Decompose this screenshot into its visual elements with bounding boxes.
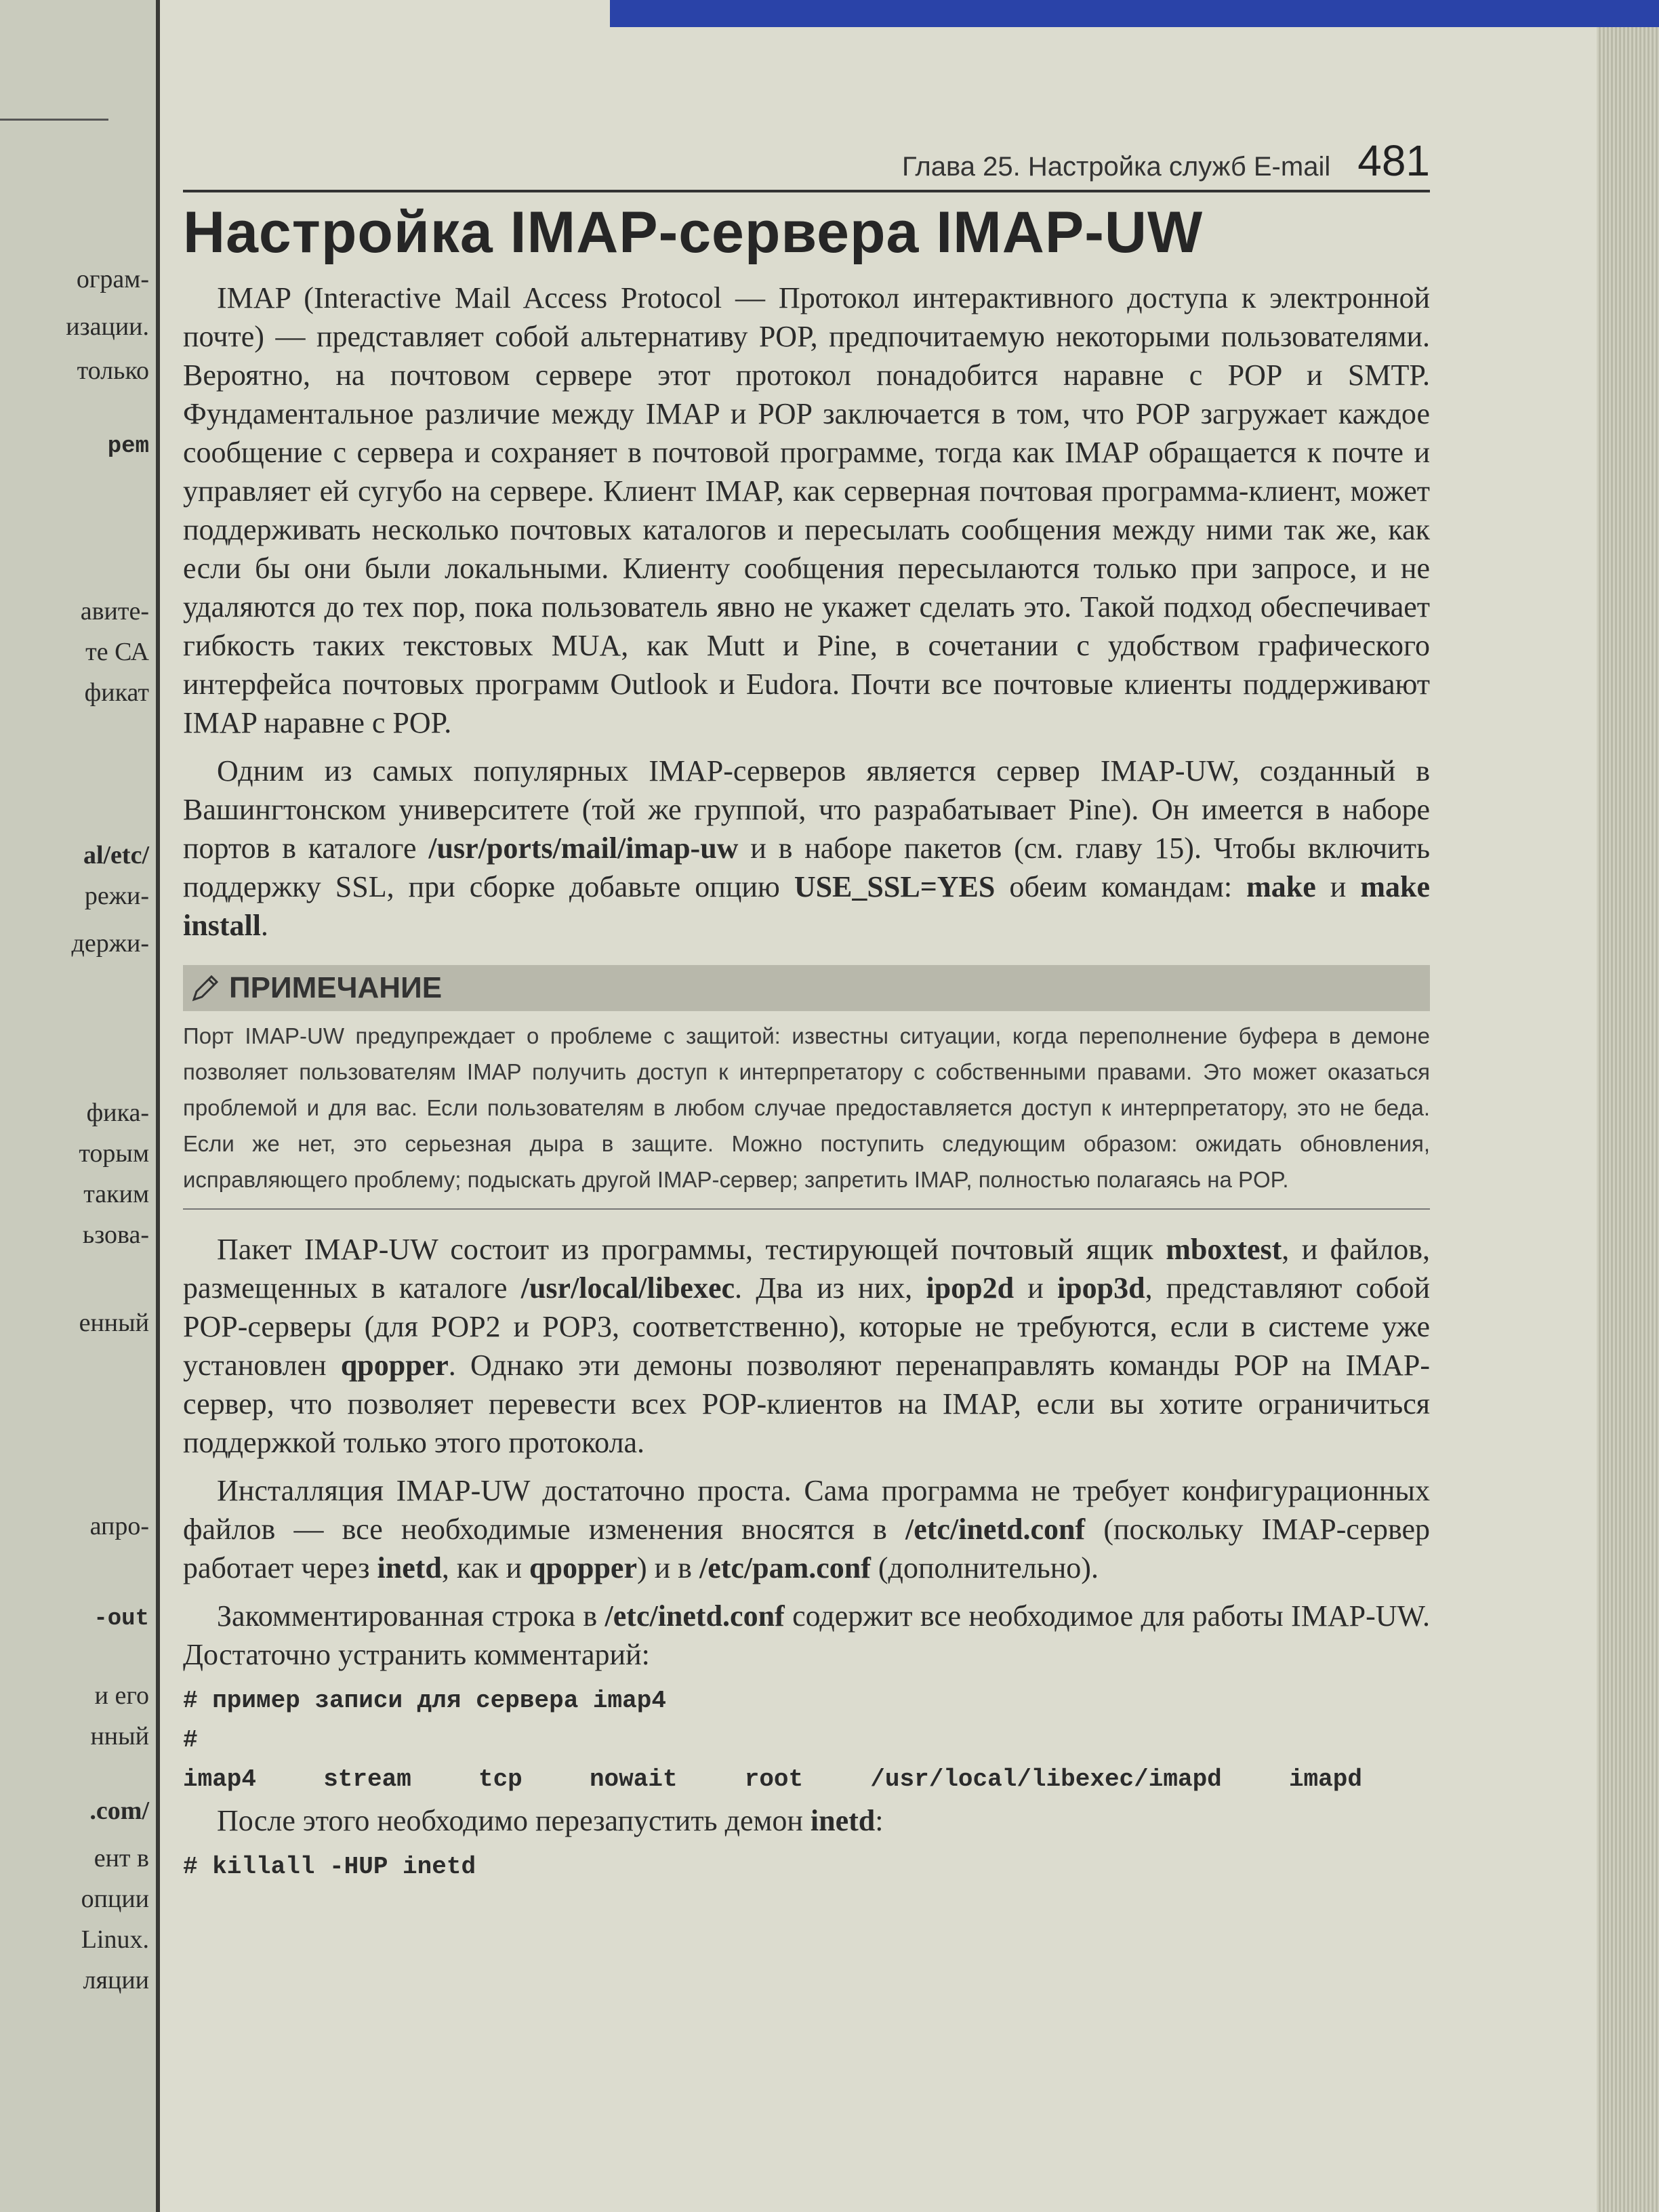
note-divider bbox=[183, 1208, 1430, 1210]
paragraph-install: Инсталляция IMAP-UW достаточно проста. Сама программа не требует конфигурационных файлов — все необходимые изменения вносятся в /etc/inetd.conf (поскольку IMAP-сервер работает через inetd, как и qpopper) и в /etc/pam.conf (дополнительно). bbox=[183, 1474, 1430, 1584]
paragraph-imap-uw: Одним из самых популярных IMAP-серверов является сервер IMAP-UW, созданный в Вашингтонском университете (той же группой, что разрабатывает Pine). Он имеется в наборе портов в каталоге /usr/ports/mail/imap-uw и в наборе пакетов (см. главу 15). Чтобы включить поддержку SSL, при сборке добавьте опцию USE_SSL=YES обеим командам: make и make install. bbox=[183, 754, 1431, 942]
code-field: root bbox=[744, 1765, 804, 1793]
code-config-line bbox=[183, 1762, 1362, 1797]
left-page-fragment: Linux. bbox=[81, 1925, 149, 1954]
left-page-fragment: держи- bbox=[71, 929, 149, 958]
page-content bbox=[183, 136, 1430, 1889]
page-edge bbox=[1597, 0, 1659, 2212]
code-comment-line: # пример записи для сервера imap4 bbox=[183, 1687, 666, 1715]
left-page-fragment: те СА bbox=[85, 638, 149, 666]
left-page-fragment: изации. bbox=[66, 312, 149, 341]
note-title: ПРИМЕЧАНИЕ bbox=[229, 971, 443, 1004]
chapter-title: Глава 25. Настройка служб E-mail bbox=[901, 152, 1331, 182]
code-restart-command: # killall -HUP inetd bbox=[183, 1853, 476, 1881]
left-page-fragment: апро- bbox=[89, 1512, 149, 1540]
left-page-fragment: торым bbox=[79, 1139, 149, 1168]
left-page-fragment: ент в bbox=[94, 1844, 149, 1872]
section-title: Настройка IMAP-сервера IMAP-UW bbox=[183, 200, 1204, 265]
left-page-fragment: фикат bbox=[84, 678, 149, 707]
left-page-fragment: режи- bbox=[84, 882, 149, 910]
left-page-fragment: фика- bbox=[86, 1099, 149, 1127]
paragraph-intro: IMAP (Interactive Mail Access Protocol — Протокол интерактивного доступа к электронной почте) — представляет собой альтернативу POP, предпочитаемую некоторыми пользователями. Вероятно, на почтовом сервере этот протокол понадобится наравне с POP и SMTP. Фундаментальное различие между IMAP и POP заключается в том, что POP загружает каждое сообщение с сервера и сохраняет в почтовой программе, тогда как IMAP обращается к почте и управляет ей сугубо на сервере. Клиент IMAP, как серверная почтовая программа-клиент, может поддерживать несколько почтовых каталогов и пересылать сообщения между ними так же, как если бы они были локальными. Клиенту сообщения пересылаются только при запросе, и не удаляются до тех пор, пока пользователь явно не укажет сделать это. Такой подход обеспечивает гибкость таких текстовых MUA, как Mutt и Pine, в сочетании с удобством графического интерфейса почтовых программ Outlook и Eudora. Почти все почтовые клиенты поддерживают IMAP наравне с POP. bbox=[183, 281, 1430, 739]
background-strip bbox=[610, 0, 1659, 27]
left-page-fragment: только bbox=[77, 356, 149, 385]
left-page-fragment: и его bbox=[94, 1681, 149, 1710]
paragraph-package: Пакет IMAP-UW состоит из программы, тестирующей почтовый ящик mboxtest, и файлов, размещенных в каталоге /usr/local/libexec. Два из них, ipop2d и ipop3d, представляют собой POP-серверы (для POP2 и POP3, соответственно), которые не требуются, если в системе уже установлен qpopper. Однако эти демоны позволяют перенаправлять команды POP на IMAP-сервер, что позволяет перевести всех POP-клиентов на IMAP, если вы хотите ограничиться поддержкой только этого протокола. bbox=[183, 1233, 1431, 1459]
pencil-icon bbox=[190, 972, 221, 1004]
code-field: tcp bbox=[478, 1765, 523, 1793]
paragraph-restart: После этого необходимо перезапустить демон inetd: bbox=[217, 1804, 884, 1837]
code-hash-line: # bbox=[183, 1726, 198, 1754]
left-page-rule bbox=[0, 119, 108, 121]
left-page-fragment: енный bbox=[79, 1309, 149, 1337]
code-field: nowait bbox=[589, 1765, 678, 1793]
paragraph-inetd: Закомментированная строка в /etc/inetd.conf содержит все необходимое для работы IMAP-UW. Достаточно устранить комментарий: bbox=[183, 1599, 1430, 1671]
left-page-fragment: ьзова- bbox=[82, 1221, 149, 1249]
left-page-fragment: -out bbox=[94, 1606, 149, 1632]
page-number: 481 bbox=[1357, 136, 1430, 185]
left-page-fragment: опции bbox=[81, 1885, 149, 1913]
left-page-fragment: al/etc/ bbox=[83, 841, 149, 869]
code-field: imapd bbox=[1288, 1765, 1362, 1793]
note-header bbox=[183, 965, 1430, 1011]
code-field: stream bbox=[323, 1765, 411, 1793]
note-text: Порт IMAP-UW предупреждает о проблеме с защитой: известны ситуации, когда переполнение буфера в демоне позволяет пользователям IMAP получить доступ к интерпретатору с собственными правами. Это может оказаться проблемой и для вас. Если пользователям в любом случае предоставляется доступ к интерпретатору, это не беда. Если же нет, это серьезная дыра в защите. Можно поступить следующим образом: ожидать обновления, исправляющего проблему; подыскать другой IMAP-сервер; запретить IMAP, полностью полагаясь на POP. bbox=[183, 1023, 1430, 1192]
left-page-fragment: ляции bbox=[83, 1966, 149, 1994]
left-page-fragment: авите- bbox=[80, 597, 149, 626]
code-field: imap4 bbox=[183, 1765, 257, 1793]
left-page-fragment: таким bbox=[83, 1180, 149, 1208]
left-page-fragment: .com/ bbox=[89, 1797, 149, 1825]
left-page-fragment: pem bbox=[107, 434, 149, 459]
code-field: /usr/local/libexec/imapd bbox=[870, 1765, 1222, 1793]
running-head bbox=[183, 136, 1430, 192]
left-page-fragment: ограм- bbox=[76, 265, 149, 293]
left-page-fragment: нный bbox=[90, 1722, 149, 1750]
left-page bbox=[0, 0, 160, 2212]
